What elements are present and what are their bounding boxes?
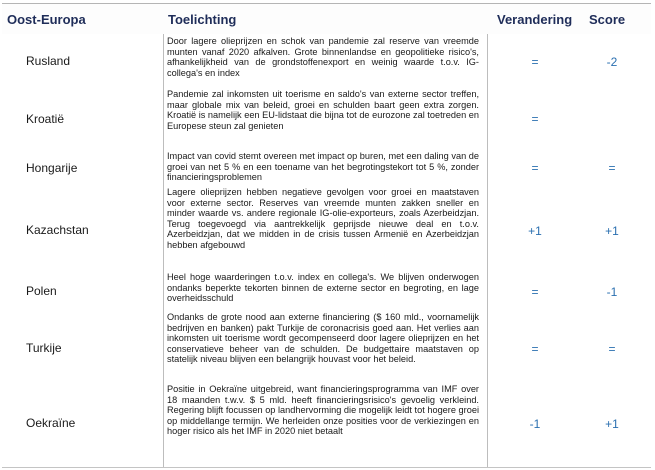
header-region: Oost-Europa (7, 12, 86, 27)
country-name: Hongarije (26, 161, 78, 175)
change-value: = (531, 112, 539, 126)
header-change: Verandering (497, 12, 573, 27)
change-value: = (531, 55, 539, 69)
table-row (2, 383, 651, 468)
score-value: = (608, 161, 616, 175)
country-name: Rusland (26, 54, 71, 68)
score-value: -2 (606, 55, 618, 69)
table-row (2, 271, 651, 312)
score-value: = (608, 342, 616, 356)
change-value: = (531, 161, 539, 175)
country-name: Turkije (26, 341, 62, 355)
country-name: Kazachstan (26, 223, 89, 237)
explanation-text: Positie in Oekraïne uitgebreid, want financieringsprogramma van IMF over 18 maanden t.w.v. $ 5 mld. heeft financieringsrisico's gevoelig verkleind. Regering blijft focussen op landhervorming die mogelijk leidt tot hogere groei op middellange termijn. We herleiden onze posities voor de verkiezingen en hoger risico als het IMF in 2020 niet betaalt (167, 384, 479, 436)
score-value: +1 (605, 417, 619, 431)
header-score: Score (589, 12, 626, 27)
explanation-text: Ondanks de grote nood aan externe financiering ($ 160 mld., voornamelijk bedrijven en banken) pakt Turkije de coronacrisis goed aan. Het verlies aan inkomsten uit toerisme wordt gecompenseerd door lagere olieprijzen en het conservatieve beheer van de schulden. De budgettaire maatstaven op statelijk niveau blijven een belangrijk houvast voor het beleid. (167, 312, 479, 364)
table-row (2, 186, 651, 272)
score-value: -1 (606, 285, 618, 299)
explanation-text: Lagere olieprijzen hebben negatieve gevolgen voor groei en maatstaven voor externe sector. Reserves van vreemde munten zakken sneller en minder waarde vs. andere regionale IG-olie-exporteurs, zoals Azerbeidzjan. Terug toegevoegd via aantrekkelijk geprijsde nieuwe deal en t.o.v. Azerbeidzjan, dat we midden in de crisis tussen Armenië en Azerbeidzjan hebben afgebouwd (167, 187, 479, 250)
table-row (2, 150, 651, 187)
explanation-text: Impact van covid stemt overeen met impact op buren, met een daling van de groei van net 5 % en een toename van het begrotingstekort tot 5 %, zonder financieringsproblemen (167, 151, 479, 182)
explanation-text: Pandemie zal inkomsten uit toerisme en saldo's van externe sector treffen, maar globale mix van beleid, groei en schulden baart geen extra zorgen. Kroatië is namelijk een EU-lidstaat die bijna tot de eurozone zal toetreden en Europese steun zal genieten (167, 89, 479, 131)
table-row (2, 311, 651, 384)
header-explanation: Toelichting (168, 12, 237, 27)
change-value: -1 (529, 417, 541, 431)
table-row (2, 88, 651, 151)
explanation-text: Door lagere olieprijzen en schok van pandemie zal reserve van vreemde munten vanaf 2020 afkalven. Grote binnenlandse en geopolitieke risico's, afhankelijkheid van de grondstoffenexport en weinig waarde t.o.v. IG-collega's en index (167, 36, 479, 78)
table-row (2, 34, 651, 89)
explanation-text: Heel hoge waarderingen t.o.v. index en collega's. We blijven onderwogen ondanks beperkte tekorten binnen de externe sector en begroting, en lage overheidsschuld (167, 272, 479, 303)
change-value: = (531, 342, 539, 356)
change-value: = (531, 285, 539, 299)
score-value: +1 (605, 224, 619, 238)
country-name: Oekraïne (26, 416, 76, 430)
country-name: Polen (26, 284, 57, 298)
table-header (2, 3, 651, 35)
country-name: Kroatië (26, 112, 65, 126)
change-value: +1 (528, 224, 542, 238)
